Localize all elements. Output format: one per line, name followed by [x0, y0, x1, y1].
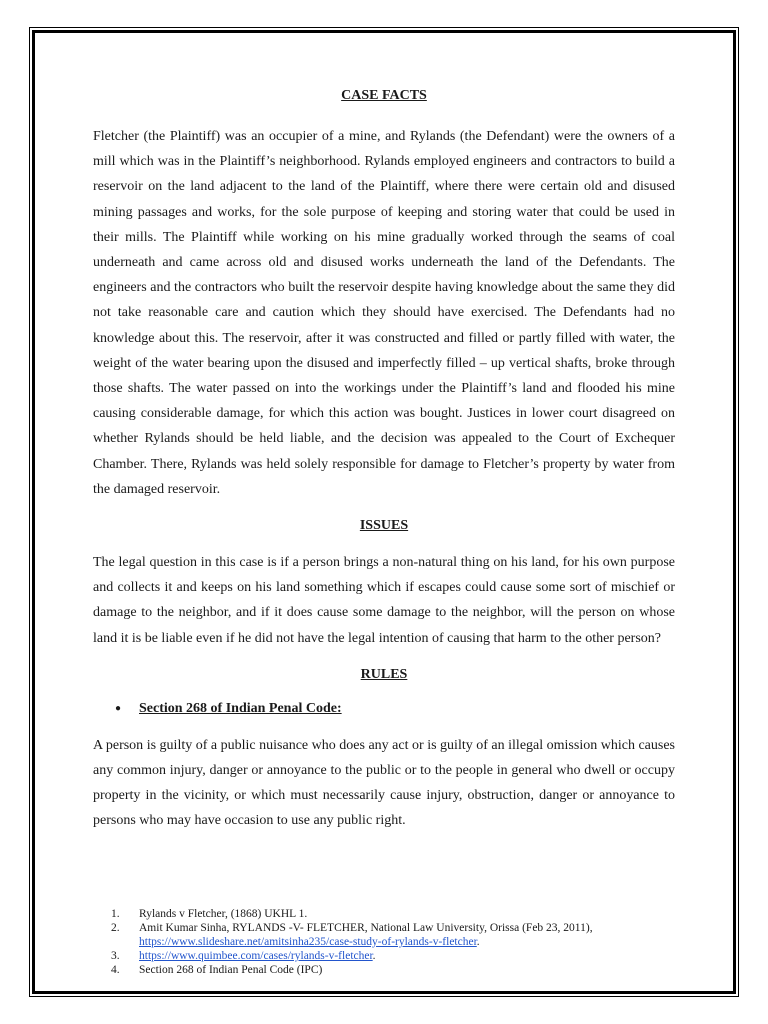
bullet-icon: ●	[115, 702, 122, 714]
footnote-text: Section 268 of Indian Penal Code (IPC)	[139, 964, 323, 976]
footnote-body	[139, 921, 671, 949]
rule-item-title: Section 268 of Indian Penal Code:	[139, 700, 342, 716]
footnote-body	[139, 949, 671, 963]
footnote-number: 2.	[111, 922, 120, 934]
footnote-suffix: .	[372, 950, 376, 962]
footnote-number: 4.	[111, 964, 120, 976]
rules-heading: RULES	[360, 666, 408, 682]
issues-heading: ISSUES	[359, 518, 409, 534]
footnote-suffix: .	[476, 936, 480, 948]
footnote	[111, 921, 671, 949]
footnote-text: Rylands v Fletcher, (1868) UKHL 1.	[139, 908, 308, 920]
issues-paragraph: The legal question in this case is if a person brings a non-natural thing on his land, for his own purpose and collects it and keeps on his land something which if escapes could cause some sort of mischief or damage to the neighbor, and if it does cause some damage to the neighbor, will the person on whose land it is be liable even if he did not have the legal intention of causing that harm to the other person?	[93, 555, 675, 646]
footnotes	[111, 907, 671, 977]
document-body	[93, 84, 675, 834]
case-facts-heading: CASE FACTS	[341, 88, 427, 103]
rule-paragraph: A person is guilty of a public nuisance who does any act or is guilty of an illegal omission which causes any common injury, danger or annoyance to the public or to the people in general who dwell or occupy property in the vicinity, or which must necessarily cause injury, obstruction, danger or annoyance to persons who may have occasion to use any public right.	[93, 737, 675, 829]
footnote-number: 1.	[111, 908, 120, 920]
footnote-link[interactable]: https://www.quimbee.com/cases/rylands-v-fletcher	[139, 950, 373, 962]
rule-list-item	[115, 699, 675, 719]
case-facts-paragraph: Fletcher (the Plaintiff) was an occupier of a mine, and Rylands (the Defendant) were the owners of a mill which was in the Plaintiff’s neighborhood. Rylands employed engineers and contractors to build a reservoir on the land adjacent to the land of the Plaintiff, where there were certain old and disused mining passages and works, for the sole purpose of keeping and storing water that could be used in their mills. The Plaintiff while working on his mine gradually worked through the seams of coal underneath and came across old and disused works underneath the land of the Defendants. The engineers and the contractors who built the reservoir despite having knowledge about the same they did not take reasonable care and caution which they should have exercised. The Defendants had no knowledge about this. The reservoir, after it was constructed and filled or partly filled with water, the weight of the water bearing upon the disused and imperfectly filled – up vertical shafts, broke through those shafts. The water passed on into the workings under the Plaintiff’s land and flooded his mine causing considerable damage, for which this action was bought. Justices in lower court disagreed on whether Rylands should be held liable, and the decision was appealed to the Court of Exchequer Chamber. There, Rylands was held solely responsible for damage to Fletcher’s property by water from the damaged reservoir.	[93, 129, 675, 497]
footnote	[111, 963, 671, 977]
footnote-link[interactable]: https://www.slideshare.net/amitsinha235/case-study-of-rylands-v-fletcher	[139, 936, 477, 948]
footnote	[111, 949, 671, 963]
footnote-text: Amit Kumar Sinha, RYLANDS -V- FLETCHER, National Law University, Orissa (Feb 23, 2011),	[139, 922, 593, 934]
footnote-number: 3.	[111, 950, 120, 962]
footnote	[111, 907, 671, 921]
